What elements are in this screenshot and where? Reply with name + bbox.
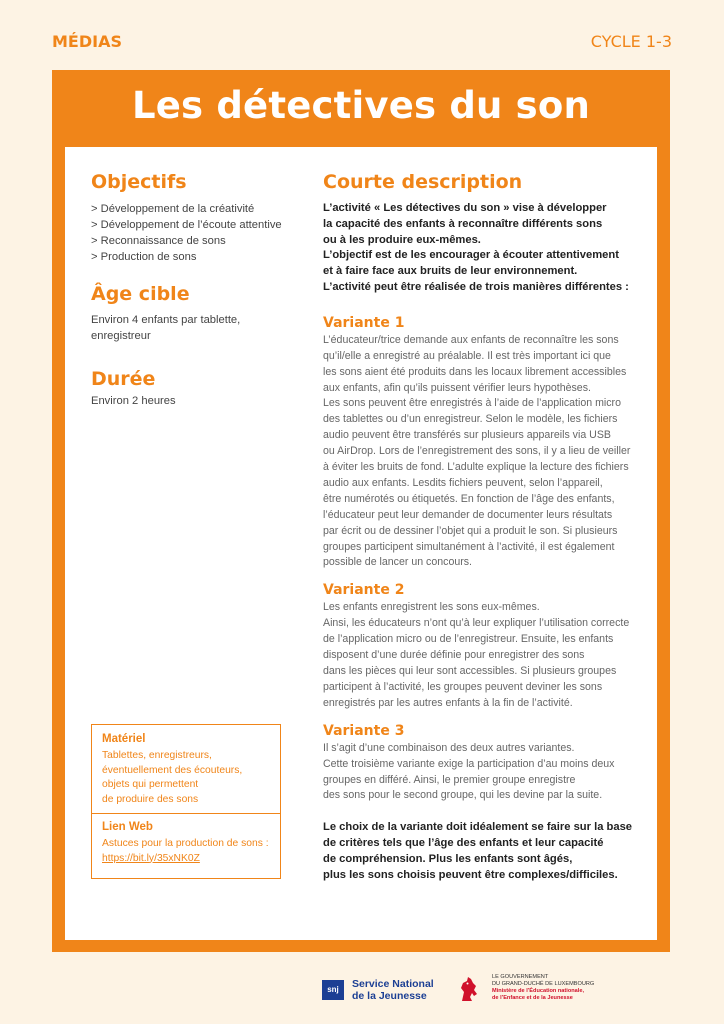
age-line: enregistreur (91, 330, 151, 342)
government-text (492, 974, 594, 1002)
content-panel (65, 147, 657, 940)
variante-line: groupes participent simultanément à l’activité, il est également (323, 540, 615, 553)
objectifs-heading: Objectifs (91, 171, 187, 193)
variante-line: des tablettes ou d’un enregistreur. Selon le modèle, les fichiers (323, 413, 618, 426)
conclusion-text (323, 820, 643, 883)
intro-line: L’objectif est de les encourager à écouter attentivement (323, 249, 619, 262)
variante-line: participent à l’activité, les groupes peuvent deviner les sons (323, 680, 603, 693)
variante-line: Les sons peuvent être enregistrés à l’aide de l’application micro (323, 397, 621, 410)
variante-line: Les enfants enregistrent les sons eux-mêmes. (323, 601, 540, 614)
conclusion-line: plus les sons choisis peuvent être complexes/difficiles. (323, 868, 618, 881)
intro-line: ou à les produire eux-mêmes. (323, 233, 481, 246)
variante-line: qu’il/elle a enregistré au préalable. Il est très important ici que (323, 349, 611, 362)
cycle-label: CYCLE 1-3 (590, 32, 672, 51)
lion-crest-icon (456, 974, 482, 1004)
variante-line: de l’application micro ou de l’enregistreur. Ensuite, les enfants (323, 633, 614, 646)
variante-line: à éviter les bruits de fond. L’adulte explique la lecture des fichiers (323, 461, 629, 474)
intro-line: L’activité « Les détectives du son » vise à développer (323, 202, 607, 214)
conclusion-line: Le choix de la variante doit idéalement se faire sur la base (323, 821, 633, 834)
variante-line: dans les pièces qui leur sont accessibles. Si plusieurs groupes (323, 665, 617, 677)
variante-line: Cette troisième variante exige la participation d’au moins deux (323, 757, 615, 770)
right-column (323, 171, 643, 884)
variante-line: L’éducateur/trice demande aux enfants de reconnaître les sons (323, 333, 619, 346)
duree-text: Environ 2 heures (91, 395, 176, 407)
variante-line: être numérotés ou étiquetés. En fonction de l’âge des enfants, (323, 492, 615, 505)
age-line: Environ 4 enfants par tablette, (91, 314, 241, 326)
materiel-text (102, 749, 270, 807)
variante-1-heading: Variante 1 (323, 314, 405, 331)
footer (0, 970, 724, 1010)
lien-description: Astuces pour la production de sons : (102, 838, 269, 849)
materiel-box (91, 724, 281, 879)
list-item: > Développement de l’écoute attentive (91, 217, 291, 233)
variante-line: groupes en différé. Ainsi, le premier groupe enregistre (323, 773, 576, 786)
variante-2-text (323, 600, 643, 711)
variante-3-heading: Variante 3 (323, 722, 405, 739)
materiel-line: objets qui permettent (102, 779, 199, 790)
snj-line: Service National (352, 978, 434, 990)
variante-line: par écrit ou de dessiner l’objet qui a produit le son. Si plusieurs (323, 524, 618, 537)
age-heading: Âge cible (91, 283, 190, 305)
variante-line: enregistrés par les autres enfants à la fin de l’activité. (323, 696, 573, 709)
variante-line: audio peuvent être transférés sur plusieurs appareils via USB (323, 429, 611, 442)
duree-heading: Durée (91, 368, 156, 390)
materiel-heading: Matériel (102, 733, 146, 745)
lien-heading: Lien Web (102, 821, 153, 833)
snj-logo-icon: snj (322, 980, 344, 1000)
list-item: > Production de sons (91, 249, 291, 265)
description-heading: Courte description (323, 171, 523, 193)
ministry-line: Ministère de l’Éducation nationale, (492, 988, 585, 994)
ministry-line: de l’Enfance et de la Jeunesse (492, 995, 573, 1001)
materiel-line: Tablettes, enregistreurs, (102, 750, 212, 761)
variante-line: l’éducateur peut leur demander de documenter leurs résultats (323, 508, 613, 521)
variante-line: les sons aient été produits dans les locaux librement accessibles (323, 365, 627, 378)
variante-3-text (323, 741, 643, 805)
category-label: MÉDIAS (52, 32, 122, 51)
variante-1-text (323, 333, 643, 572)
materiel-line: éventuellement des écouteurs, (102, 764, 243, 776)
variante-line: possible de lancer un concours. (323, 556, 472, 569)
conclusion-line: de critères tels que l’âge des enfants et leur capacité (323, 837, 604, 850)
variante-2-heading: Variante 2 (323, 582, 405, 599)
page-title: Les détectives du son (131, 84, 591, 127)
description-intro (323, 201, 643, 296)
left-column (91, 171, 291, 409)
snj-line: de la Jeunesse (352, 990, 427, 1002)
list-item: > Développement de la créativité (91, 201, 291, 217)
intro-line: L’activité peut être réalisée de trois manières différentes : (323, 280, 629, 293)
lien-text (102, 837, 270, 866)
variante-line: disposent d’une durée définie pour enregistrer des sons (323, 649, 585, 662)
gov-line: LE GOUVERNEMENT (492, 974, 549, 980)
variante-line: des sons pour le second groupe, qui les devine par la suite. (323, 789, 603, 802)
variante-line: Il s’agit d’une combinaison des deux autres variantes. (323, 741, 575, 754)
intro-line: la capacité des enfants à reconnaître différents sons (323, 217, 603, 230)
objectifs-list (91, 201, 291, 265)
variante-line: audio aux enfants. Lesdits fichiers peuvent, selon l’appareil, (323, 476, 603, 489)
conclusion-line: de compréhension. Plus les enfants sont âgés, (323, 852, 573, 865)
snj-name (352, 978, 434, 1002)
gov-line: DU GRAND-DUCHÉ DE LUXEMBOURG (492, 981, 595, 987)
age-text (91, 312, 291, 344)
intro-line: et à faire face aux bruits de leur environnement. (323, 265, 578, 278)
variante-line: ou AirDrop. Lors de l’enregistrement des sons, il y a lieu de veiller (323, 445, 631, 458)
sheet-frame (52, 70, 670, 952)
lien-url-link[interactable]: https://bit.ly/35xNK0Z (102, 852, 200, 864)
variante-line: Ainsi, les éducateurs n’ont qu’à leur expliquer l’utilisation correcte (323, 617, 630, 630)
list-item: > Reconnaissance de sons (91, 233, 291, 249)
variante-line: aux enfants, afin qu’ils puissent vérifier leurs hypothèses. (323, 381, 591, 394)
materiel-line: de produire des sons (102, 793, 199, 805)
